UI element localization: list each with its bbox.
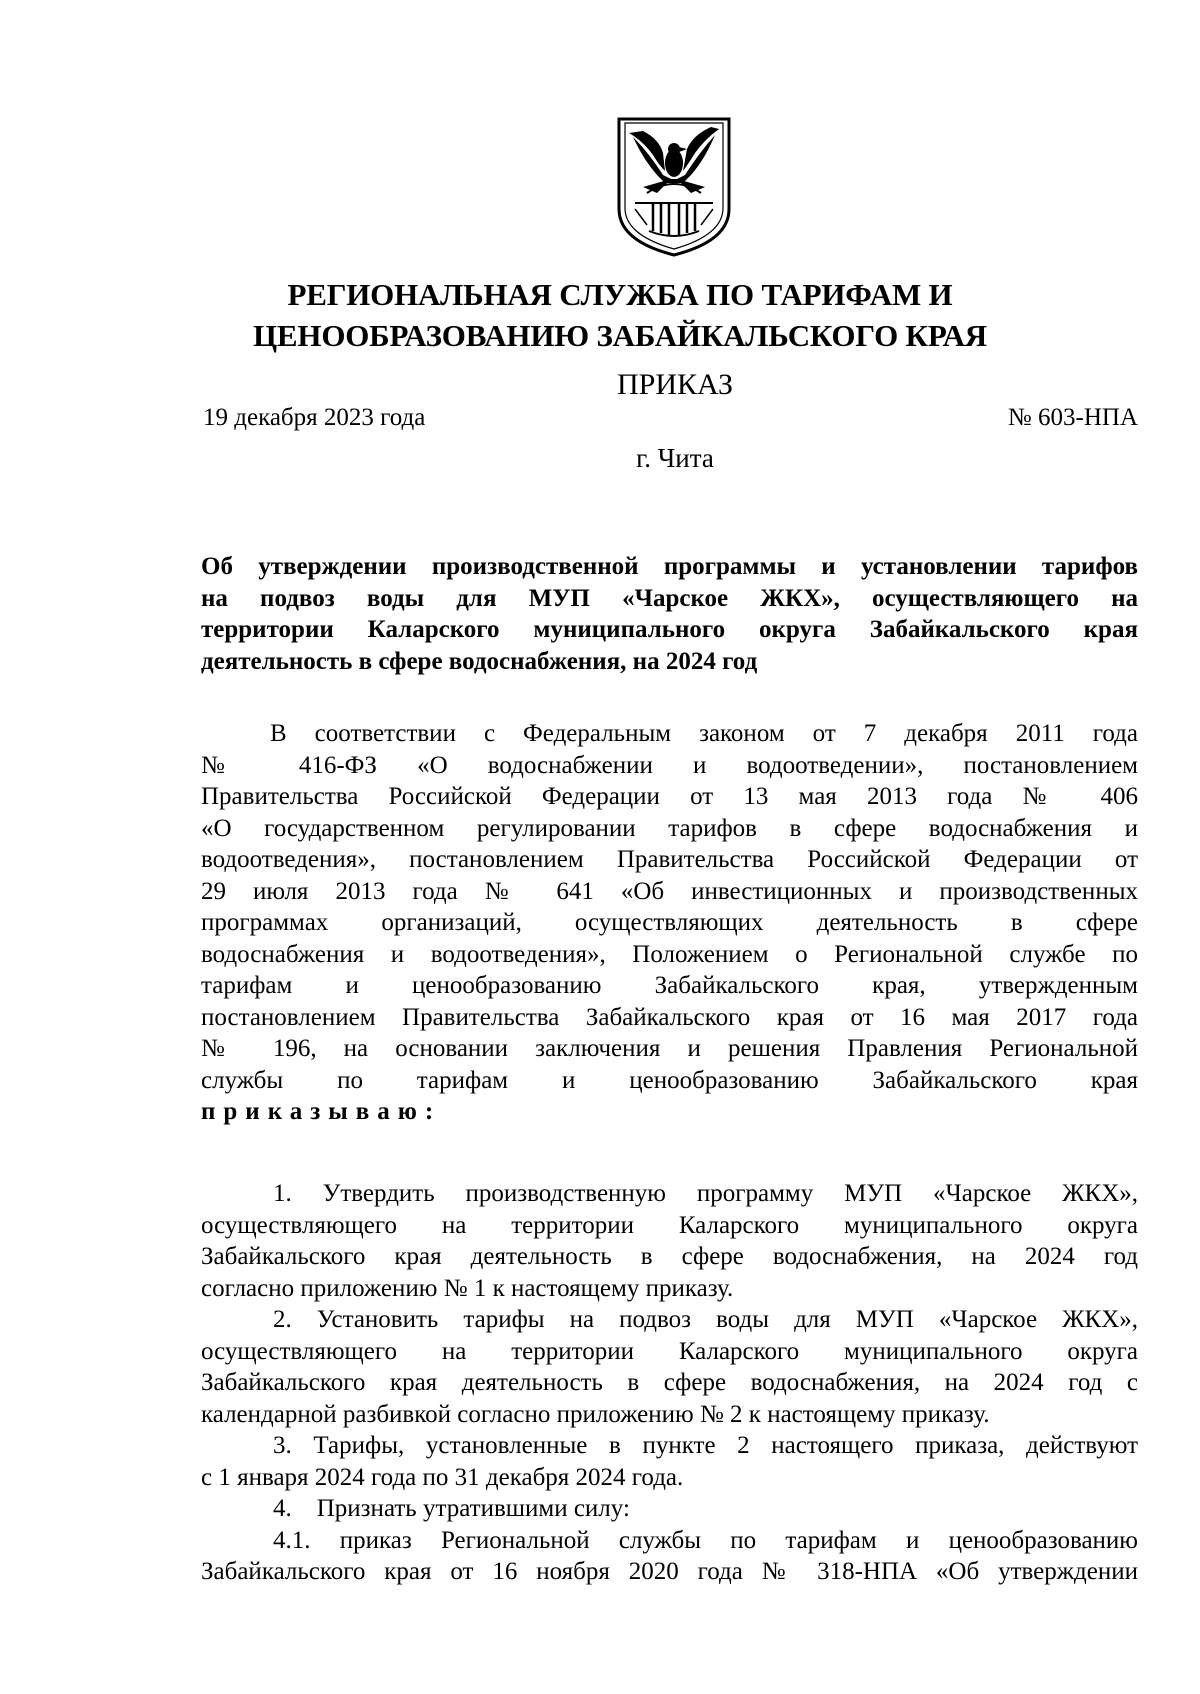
item-line: с 1 января 2024 года по 31 декабря 2024 года.	[201, 1463, 684, 1491]
preamble-line: водоснабжения и водоотведения», Положением о Региональной службе по	[201, 940, 1138, 968]
item-line: 4. Признать утратившими силу:	[273, 1495, 630, 1522]
item-line: осуществляющего на территории Каларского муниципального округа	[201, 1211, 1138, 1239]
preamble-line: постановлением Правительства Забайкальского края от 16 мая 2017 года	[201, 1003, 1138, 1031]
preamble-line: программах организаций, осуществляющих деятельность в сфере	[201, 909, 1138, 936]
subject-line: на подвоз воды для МУП «Чарское ЖКХ», осуществляющего на	[201, 584, 1138, 612]
preamble-line: № 416-ФЗ «О водоснабжении и водоотведении», постановлением	[201, 751, 1138, 779]
preamble	[201, 718, 1138, 1128]
item-line: календарной разбивкой согласно приложению № 2 к настоящему приказу.	[201, 1400, 990, 1428]
decree-word: приказываю:	[201, 1098, 442, 1125]
item-line: 1. Утвердить производственную программу МУП «Чарское ЖКХ»,	[273, 1180, 1138, 1207]
preamble-line: Правительства Российской Федерации от 13 мая 2013 года № 406	[201, 783, 1138, 810]
item-line: Забайкальского края деятельность в сфере водоснабжения, на 2024 год	[201, 1243, 1138, 1270]
preamble-line: тарифам и ценообразованию Забайкальского края, утвержденным	[201, 972, 1138, 999]
organization-title-line-2: ЦЕНООБРАЗОВАНИЮ ЗАБАЙКАЛЬСКОГО КРАЯ	[253, 318, 987, 353]
preamble-line: 29 июля 2013 года № 641 «Об инвестиционных и производственных	[201, 877, 1138, 905]
item-line: согласно приложению № 1 к настоящему приказу.	[201, 1274, 734, 1302]
preamble-line: «О государственном регулировании тарифов в сфере водоснабжения и	[201, 814, 1138, 842]
item-line: 4.1. приказ Региональной службы по тарифам и ценообразованию	[273, 1526, 1138, 1554]
subject-line: территории Каларского муниципального округа Забайкальского края	[201, 616, 1138, 643]
coat-of-arms-icon	[613, 113, 735, 259]
preamble-line: службы по тарифам и ценообразованию Забайкальского края	[201, 1066, 1138, 1094]
item-line: 2. Установить тарифы на подвоз воды для МУП «Чарское ЖКХ»,	[273, 1306, 1138, 1333]
preamble-line: водоотведения», постановлением Правительства Российской Федерации от	[201, 846, 1138, 873]
subject-line: деятельность в сфере водоснабжения, на 2024 год	[201, 647, 758, 675]
item-line: осуществляющего на территории Каларского муниципального округа	[201, 1337, 1138, 1365]
organization-title-line-1: РЕГИОНАЛЬНАЯ СЛУЖБА ПО ТАРИФАМ И	[287, 277, 953, 312]
document-city: г. Чита	[636, 443, 714, 473]
document-subject	[201, 551, 1138, 677]
organization-title	[190, 274, 1050, 356]
document-type: ПРИКАЗ	[617, 368, 733, 401]
document-date: 19 декабря 2023 года	[203, 404, 426, 431]
item-line: Забайкальского края от 16 ноября 2020 года № 318-НПА «Об утверждении	[201, 1558, 1138, 1585]
decree-items	[201, 1178, 1138, 1588]
subject-line: Об утверждении производственной программы и установлении тарифов	[201, 553, 1138, 580]
preamble-line: № 196, на основании заключения и решения Правления Региональной	[201, 1035, 1138, 1062]
item-line: 3. Тарифы, установленные в пункте 2 настоящего приказа, действуют	[273, 1432, 1138, 1459]
preamble-line: В соответствии с Федеральным законом от 7 декабря 2011 года	[270, 720, 1138, 747]
document-number: № 603-НПА	[1007, 404, 1138, 431]
item-line: Забайкальского края деятельность в сфере водоснабжения, на 2024 год с	[201, 1369, 1138, 1396]
